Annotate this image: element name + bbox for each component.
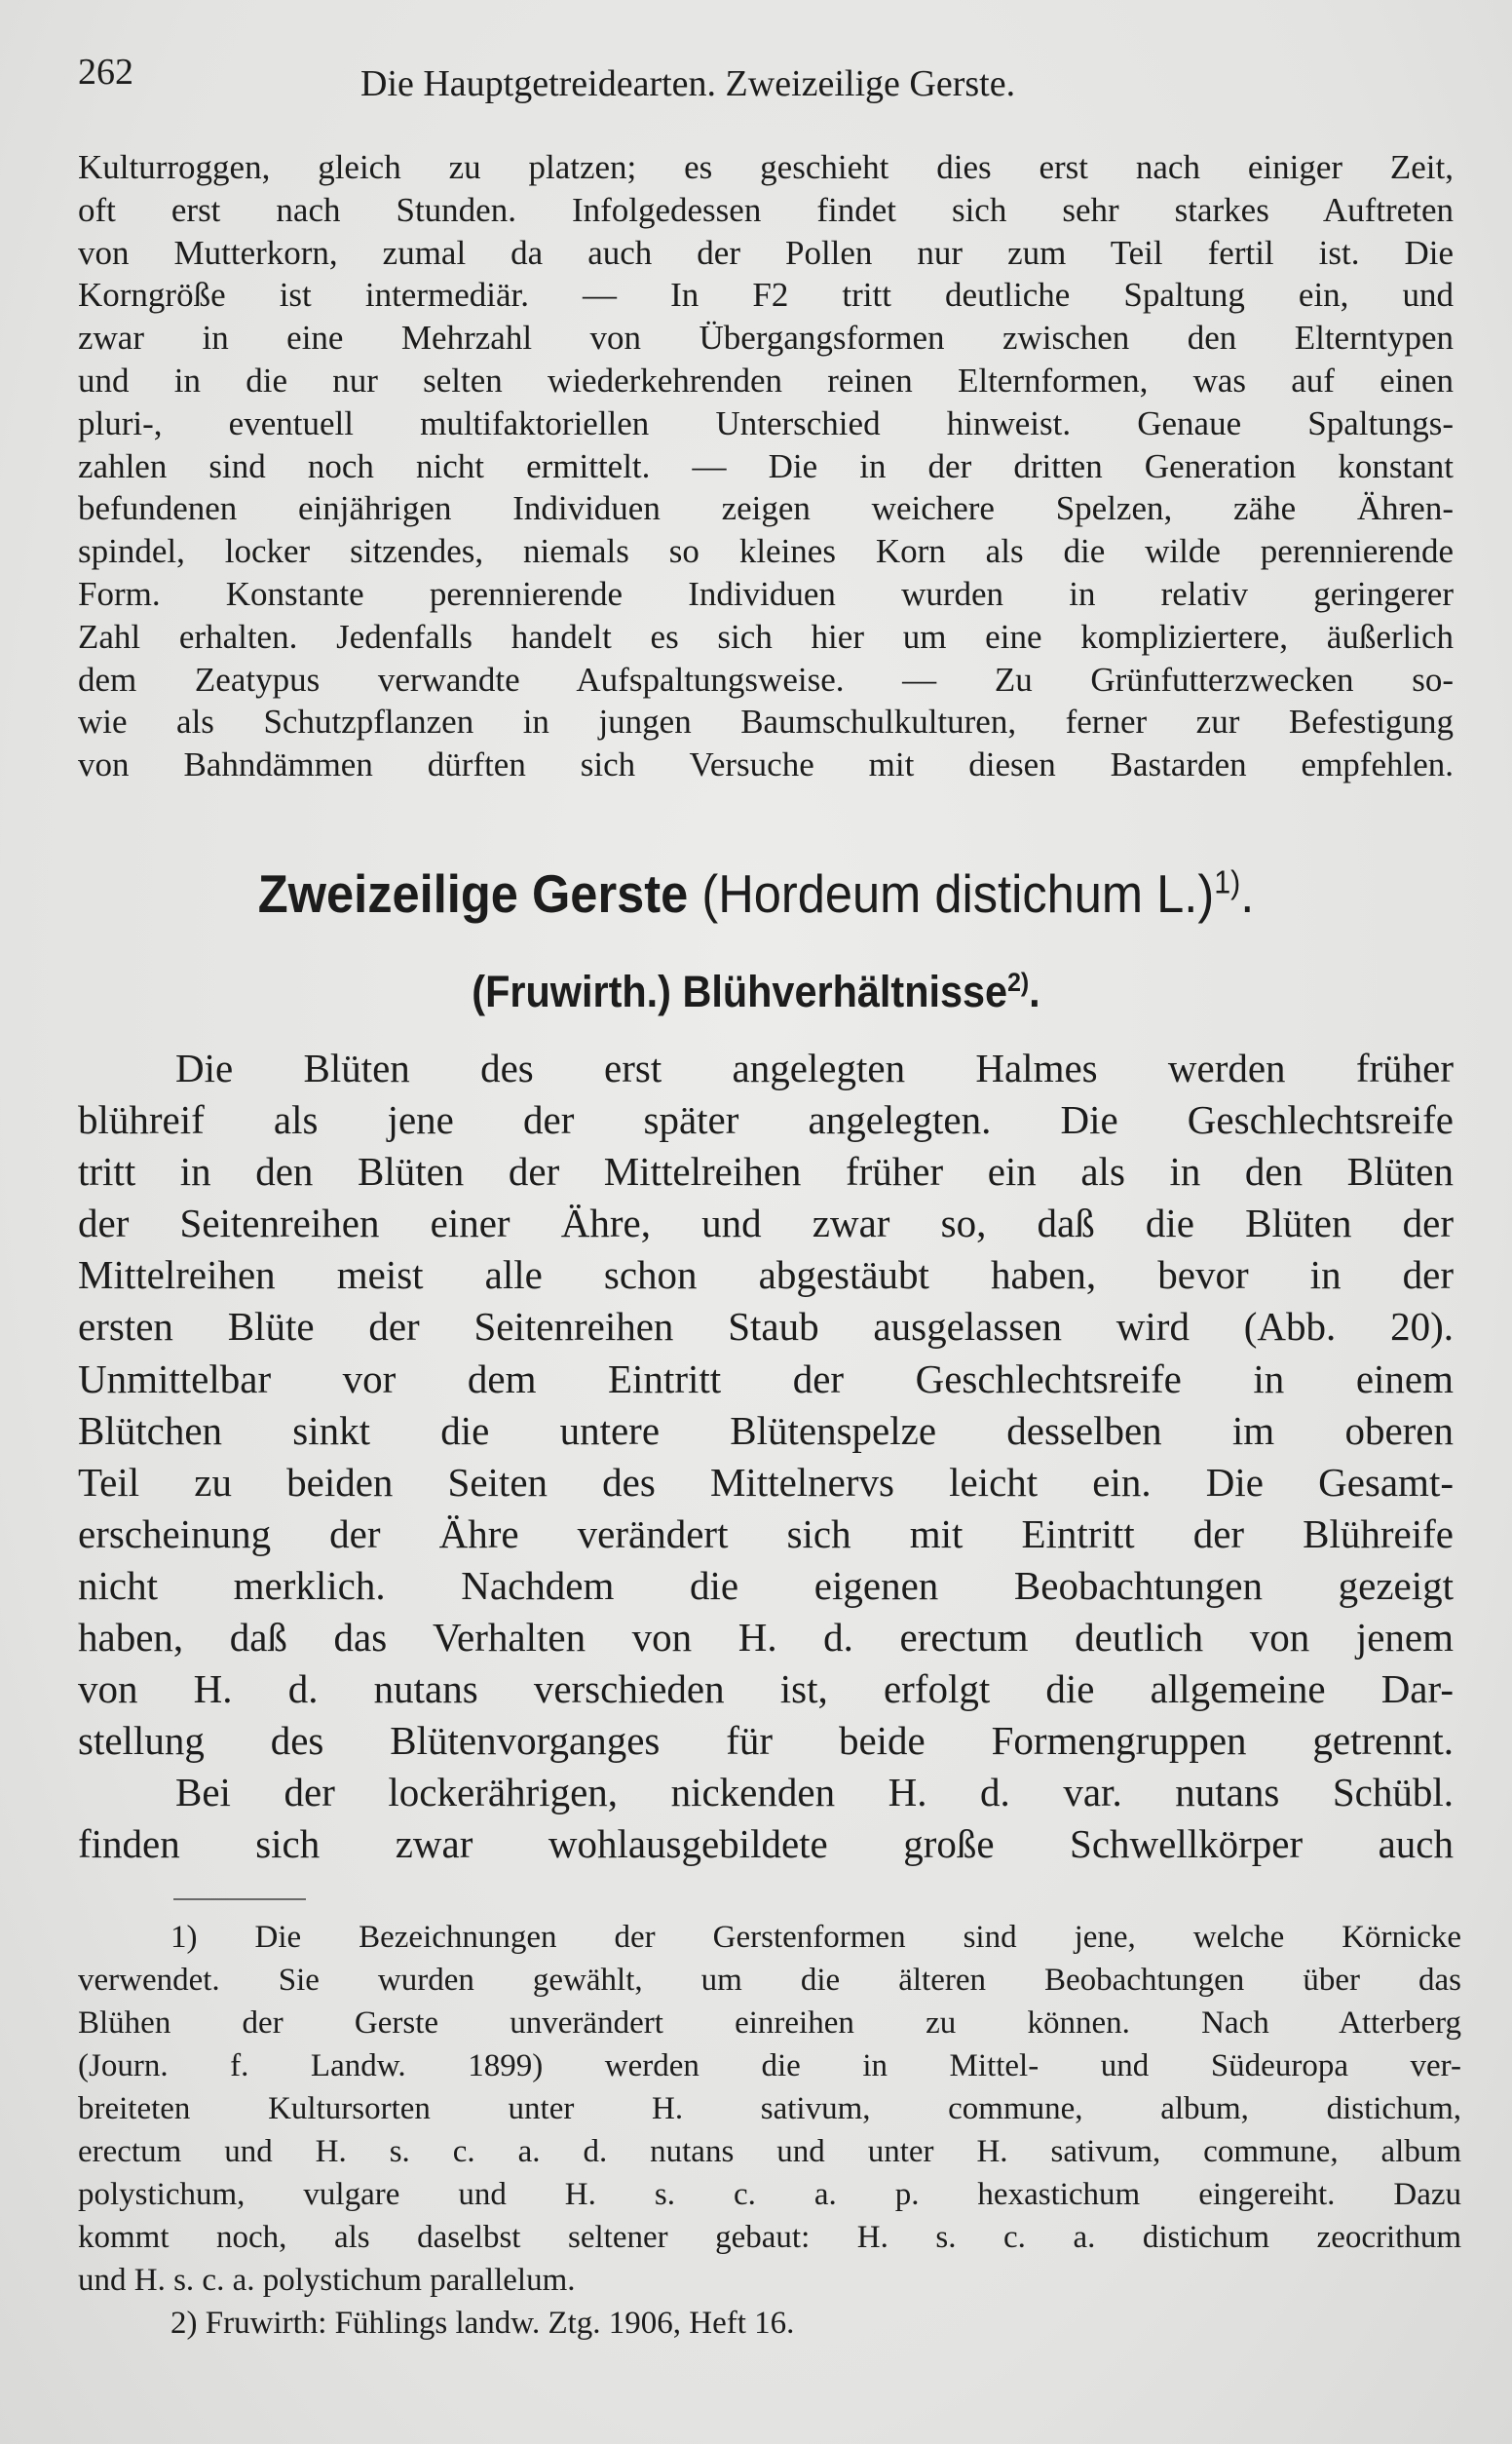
section-title: Zweizeilige Gerste (Hordeum distichum L.)$^{1)}$.	[257, 863, 1255, 924]
text-line: tritt in den Blüten der Mittelreihen früher ein als in den Blüten	[78, 1149, 1454, 1195]
opening-paragraph	[78, 146, 1454, 786]
text-line: oft erst nach Stunden. Infolgedessen findet sich sehr starkes Auftreten	[78, 190, 1454, 229]
footnote-line: (Journ. f. Landw. 1899) werden die in Mittel- und Südeuropa ver-	[78, 2048, 1461, 2083]
text-line: zahlen sind noch nicht ermittelt. — Die in der dritten Generation konstant	[78, 446, 1454, 485]
text-line: Zahl erhalten. Jedenfalls handelt es sich hier um eine kompliziertere, äußerlich	[78, 617, 1454, 656]
section-title-main: Zweizeilige Gerste	[257, 863, 689, 924]
text-line: Teil zu beiden Seiten des Mittelnervs leicht ein. Die Gesamt-	[78, 1459, 1454, 1505]
footnote-line: Blühen der Gerste unverändert einreihen zu können. Nach Atterberg	[78, 2005, 1461, 2041]
footnote-line: verwendet. Sie wurden gewählt, um die älteren Beobachtungen über das	[78, 1963, 1461, 1998]
footnote-marker: 2)	[1007, 968, 1030, 997]
text-line: blühreif als jene der später angelegten. Die Geschlechtsreife	[78, 1097, 1454, 1143]
subtitle-text: (Fruwirth.) Blühverhältnisse	[472, 967, 1008, 1016]
text-line: ersten Blüte der Seitenreihen Staub ausgelassen wird (Abb. 20).	[78, 1304, 1454, 1350]
text-line: der Seitenreihen einer Ähre, und zwar so, daß die Blüten der	[78, 1201, 1454, 1246]
text-line: spindel, locker sitzendes, niemals so kleines Korn als die wilde perennierende	[78, 532, 1454, 571]
text-line: Unmittelbar vor dem Eintritt der Geschlechtsreife in einem	[78, 1356, 1454, 1401]
footnote-line: polystichum, vulgare und H. s. c. a. p. hexastichum eingereiht. Dazu	[78, 2177, 1461, 2212]
text-line: Mittelreihen meist alle schon abgestäubt haben, bevor in der	[78, 1252, 1454, 1298]
text-line: haben, daß das Verhalten von H. d. erectum deutlich von jenem	[78, 1615, 1454, 1661]
text-line: finden sich zwar wohlausgebildete große Schwellkörper auch	[78, 1821, 1454, 1867]
footnote-line: kommt noch, als daselbst seltener gebaut: H. s. c. a. distichum zeocrithum	[78, 2220, 1461, 2255]
footnote-rule	[173, 1898, 306, 1900]
footnote-line: 1) Die Bezeichnungen der Gerstenformen sind jene, welche Körnicke	[170, 1920, 1461, 1955]
text-line: Korngröße ist intermediär. — In F2 tritt deutliche Spaltung ein, und	[78, 276, 1454, 315]
footnote-line: und H. s. c. a. polystichum parallelum.	[78, 2263, 576, 2298]
text-line: von H. d. nutans verschieden ist, erfolgt die allgemeine Dar-	[78, 1666, 1454, 1712]
text-line: stellung des Blütenvorganges für beide Formengruppen getrennt.	[78, 1718, 1454, 1764]
text-line: und in die nur selten wiederkehrenden reinen Elternformen, was auf einen	[78, 361, 1454, 400]
footnote-line: erectum und H. s. c. a. d. nutans und unter H. sativum, commune, album	[78, 2134, 1461, 2169]
section-subtitle: (Fruwirth.) Blühverhältnisse$^{2)}$.	[472, 967, 1040, 1016]
text-line: erscheinung der Ähre verändert sich mit Eintritt der Blühreife	[78, 1510, 1454, 1556]
text-line: nicht merklich. Nachdem die eigenen Beobachtungen gezeigt	[78, 1562, 1454, 1608]
text-line: Blütchen sinkt die untere Blütenspelze desselben im oberen	[78, 1407, 1454, 1453]
text-line: von Bahndämmen dürften sich Versuche mit diesen Bastarden empfehlen.	[78, 745, 1454, 784]
footnote-line: 2) Fruwirth: Fühlings landw. Ztg. 1906, Heft 16.	[170, 2306, 795, 2341]
text-line: Bei der lockerährigen, nickenden H. d. var. nutans Schübl.	[175, 1770, 1454, 1815]
text-line: Kulturroggen, gleich zu platzen; es geschieht dies erst nach einiger Zeit,	[78, 148, 1454, 186]
text-line: befundenen einjährigen Individuen zeigen weichere Spelzen, zähe Ähren-	[78, 489, 1454, 528]
text-line: von Mutterkorn, zumal da auch der Pollen nur zum Teil fertil ist. Die	[78, 233, 1454, 272]
text-line: zwar in eine Mehrzahl von Übergangsformen zwischen den Elterntypen	[78, 319, 1454, 358]
running-title: Die Hauptgetreidearten. Zweizeilige Gerste.	[360, 63, 1016, 104]
text-line: wie als Schutzpflanzen in jungen Baumschulkulturen, ferner zur Befestigung	[78, 703, 1454, 742]
footnote-line: breiteten Kultursorten unter H. sativum, commune, album, distichum,	[78, 2091, 1461, 2126]
text-line: dem Zeatypus verwandte Aufspaltungsweise. — Zu Grünfutterzwecken so-	[78, 660, 1454, 699]
text-line: pluri-, eventuell multifaktoriellen Unterschied hinweist. Genaue Spaltungs-	[78, 403, 1454, 442]
main-text	[78, 1043, 1454, 1871]
text-line: Die Blüten des erst angelegten Halmes werden früher	[175, 1046, 1454, 1090]
section-title-latin: (Hordeum distichum L.)	[701, 863, 1215, 924]
text-line: Form. Konstante perennierende Individuen wurden in relativ geringerer	[78, 574, 1454, 613]
page-header	[78, 51, 1461, 109]
footnote-marker: 1)	[1214, 863, 1241, 900]
page-number: 262	[78, 52, 133, 93]
footnotes	[78, 1916, 1461, 2345]
